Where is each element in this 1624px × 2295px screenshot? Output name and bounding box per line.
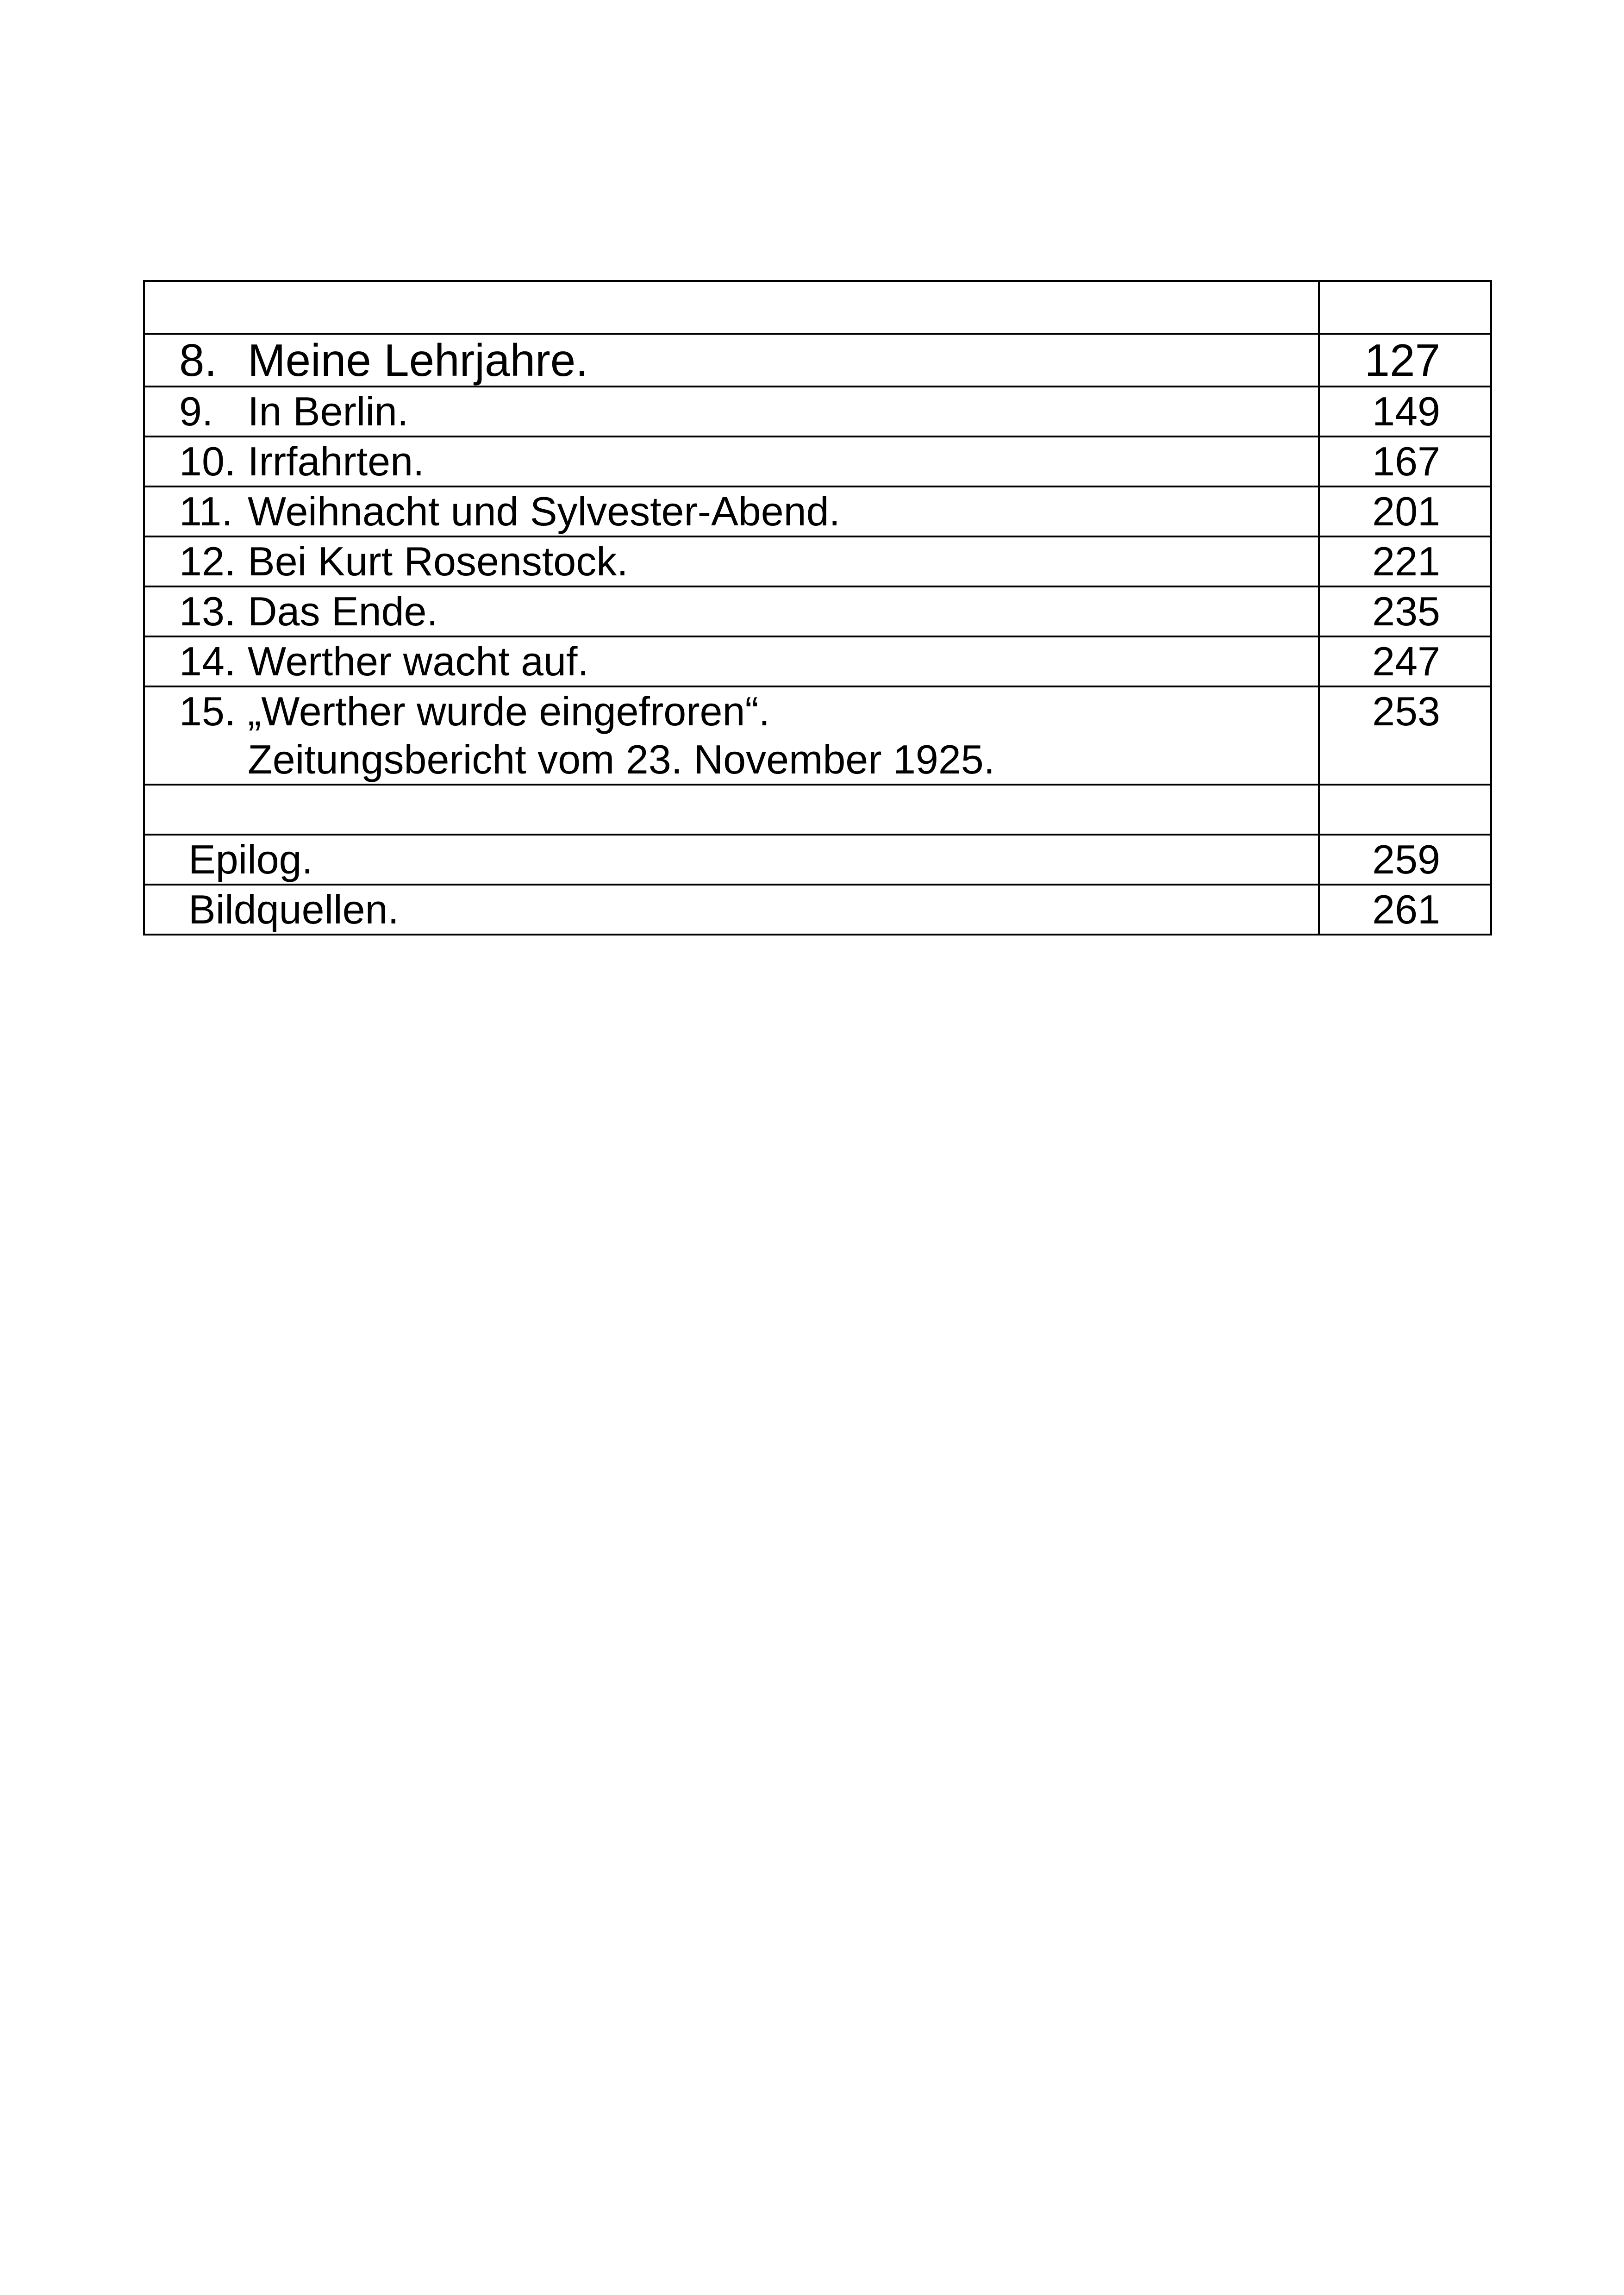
- page-number: 149: [1319, 387, 1491, 437]
- table-row: [144, 686, 1491, 785]
- empty-cell: [144, 785, 1319, 835]
- table-of-contents: [143, 280, 1492, 935]
- empty-cell: [1319, 281, 1491, 334]
- page-number: 259: [1319, 835, 1491, 885]
- page-number: 201: [1319, 486, 1491, 536]
- chapter-number: 8.: [179, 335, 217, 386]
- chapter-title: In Berlin.: [248, 388, 409, 434]
- page-number: 221: [1319, 536, 1491, 586]
- chapter-title-cell: [144, 387, 1319, 437]
- empty-cell: [144, 281, 1319, 334]
- table-row-empty: [144, 785, 1491, 835]
- page-number: 247: [1319, 636, 1491, 686]
- chapter-title: Meine Lehrjahre.: [248, 335, 588, 386]
- chapter-title: Das Ende.: [248, 588, 438, 634]
- chapter-subtitle: Zeitungsbericht vom 23. November 1925.: [248, 736, 995, 782]
- chapter-number: 15.: [179, 688, 236, 734]
- chapter-number: 9.: [179, 388, 213, 434]
- chapter-title: Werther wacht auf.: [248, 638, 589, 684]
- table-row: [144, 536, 1491, 586]
- appendix-title-cell: [144, 885, 1319, 935]
- appendix-title: Epilog.: [188, 836, 313, 882]
- chapter-number: 11.: [179, 488, 233, 534]
- page-number: 127: [1319, 334, 1491, 387]
- chapter-title-cell: [144, 636, 1319, 686]
- table-row: [144, 885, 1491, 935]
- table-row-empty-top: [144, 281, 1491, 334]
- chapter-title-cell: [144, 486, 1319, 536]
- table-row: [144, 437, 1491, 486]
- chapter-number: 10.: [179, 438, 236, 484]
- chapter-number: 13.: [179, 588, 236, 634]
- chapter-number: 14.: [179, 638, 236, 684]
- table-row: [144, 334, 1491, 387]
- table-row: [144, 387, 1491, 437]
- appendix-title-cell: [144, 835, 1319, 885]
- appendix-title: Bildquellen.: [188, 886, 399, 932]
- page-number: 253: [1319, 686, 1491, 785]
- page-number: 235: [1319, 586, 1491, 636]
- empty-cell: [1319, 785, 1491, 835]
- table-row: [144, 586, 1491, 636]
- chapter-title-cell: [144, 686, 1319, 785]
- chapter-title: Bei Kurt Rosenstock.: [248, 538, 628, 584]
- chapter-title-cell: [144, 334, 1319, 387]
- page-number: 167: [1319, 437, 1491, 486]
- chapter-title-cell: [144, 437, 1319, 486]
- page-number: 261: [1319, 885, 1491, 935]
- table-row: [144, 486, 1491, 536]
- table-row: [144, 835, 1491, 885]
- chapter-title: Irrfahrten.: [248, 438, 425, 484]
- chapter-number: 12.: [179, 538, 236, 584]
- chapter-title-cell: [144, 586, 1319, 636]
- table-row: [144, 636, 1491, 686]
- chapter-title: „Werther wurde eingefroren“.: [248, 688, 770, 734]
- chapter-title: Weihnacht und Sylvester-Abend.: [248, 488, 840, 534]
- chapter-title-cell: [144, 536, 1319, 586]
